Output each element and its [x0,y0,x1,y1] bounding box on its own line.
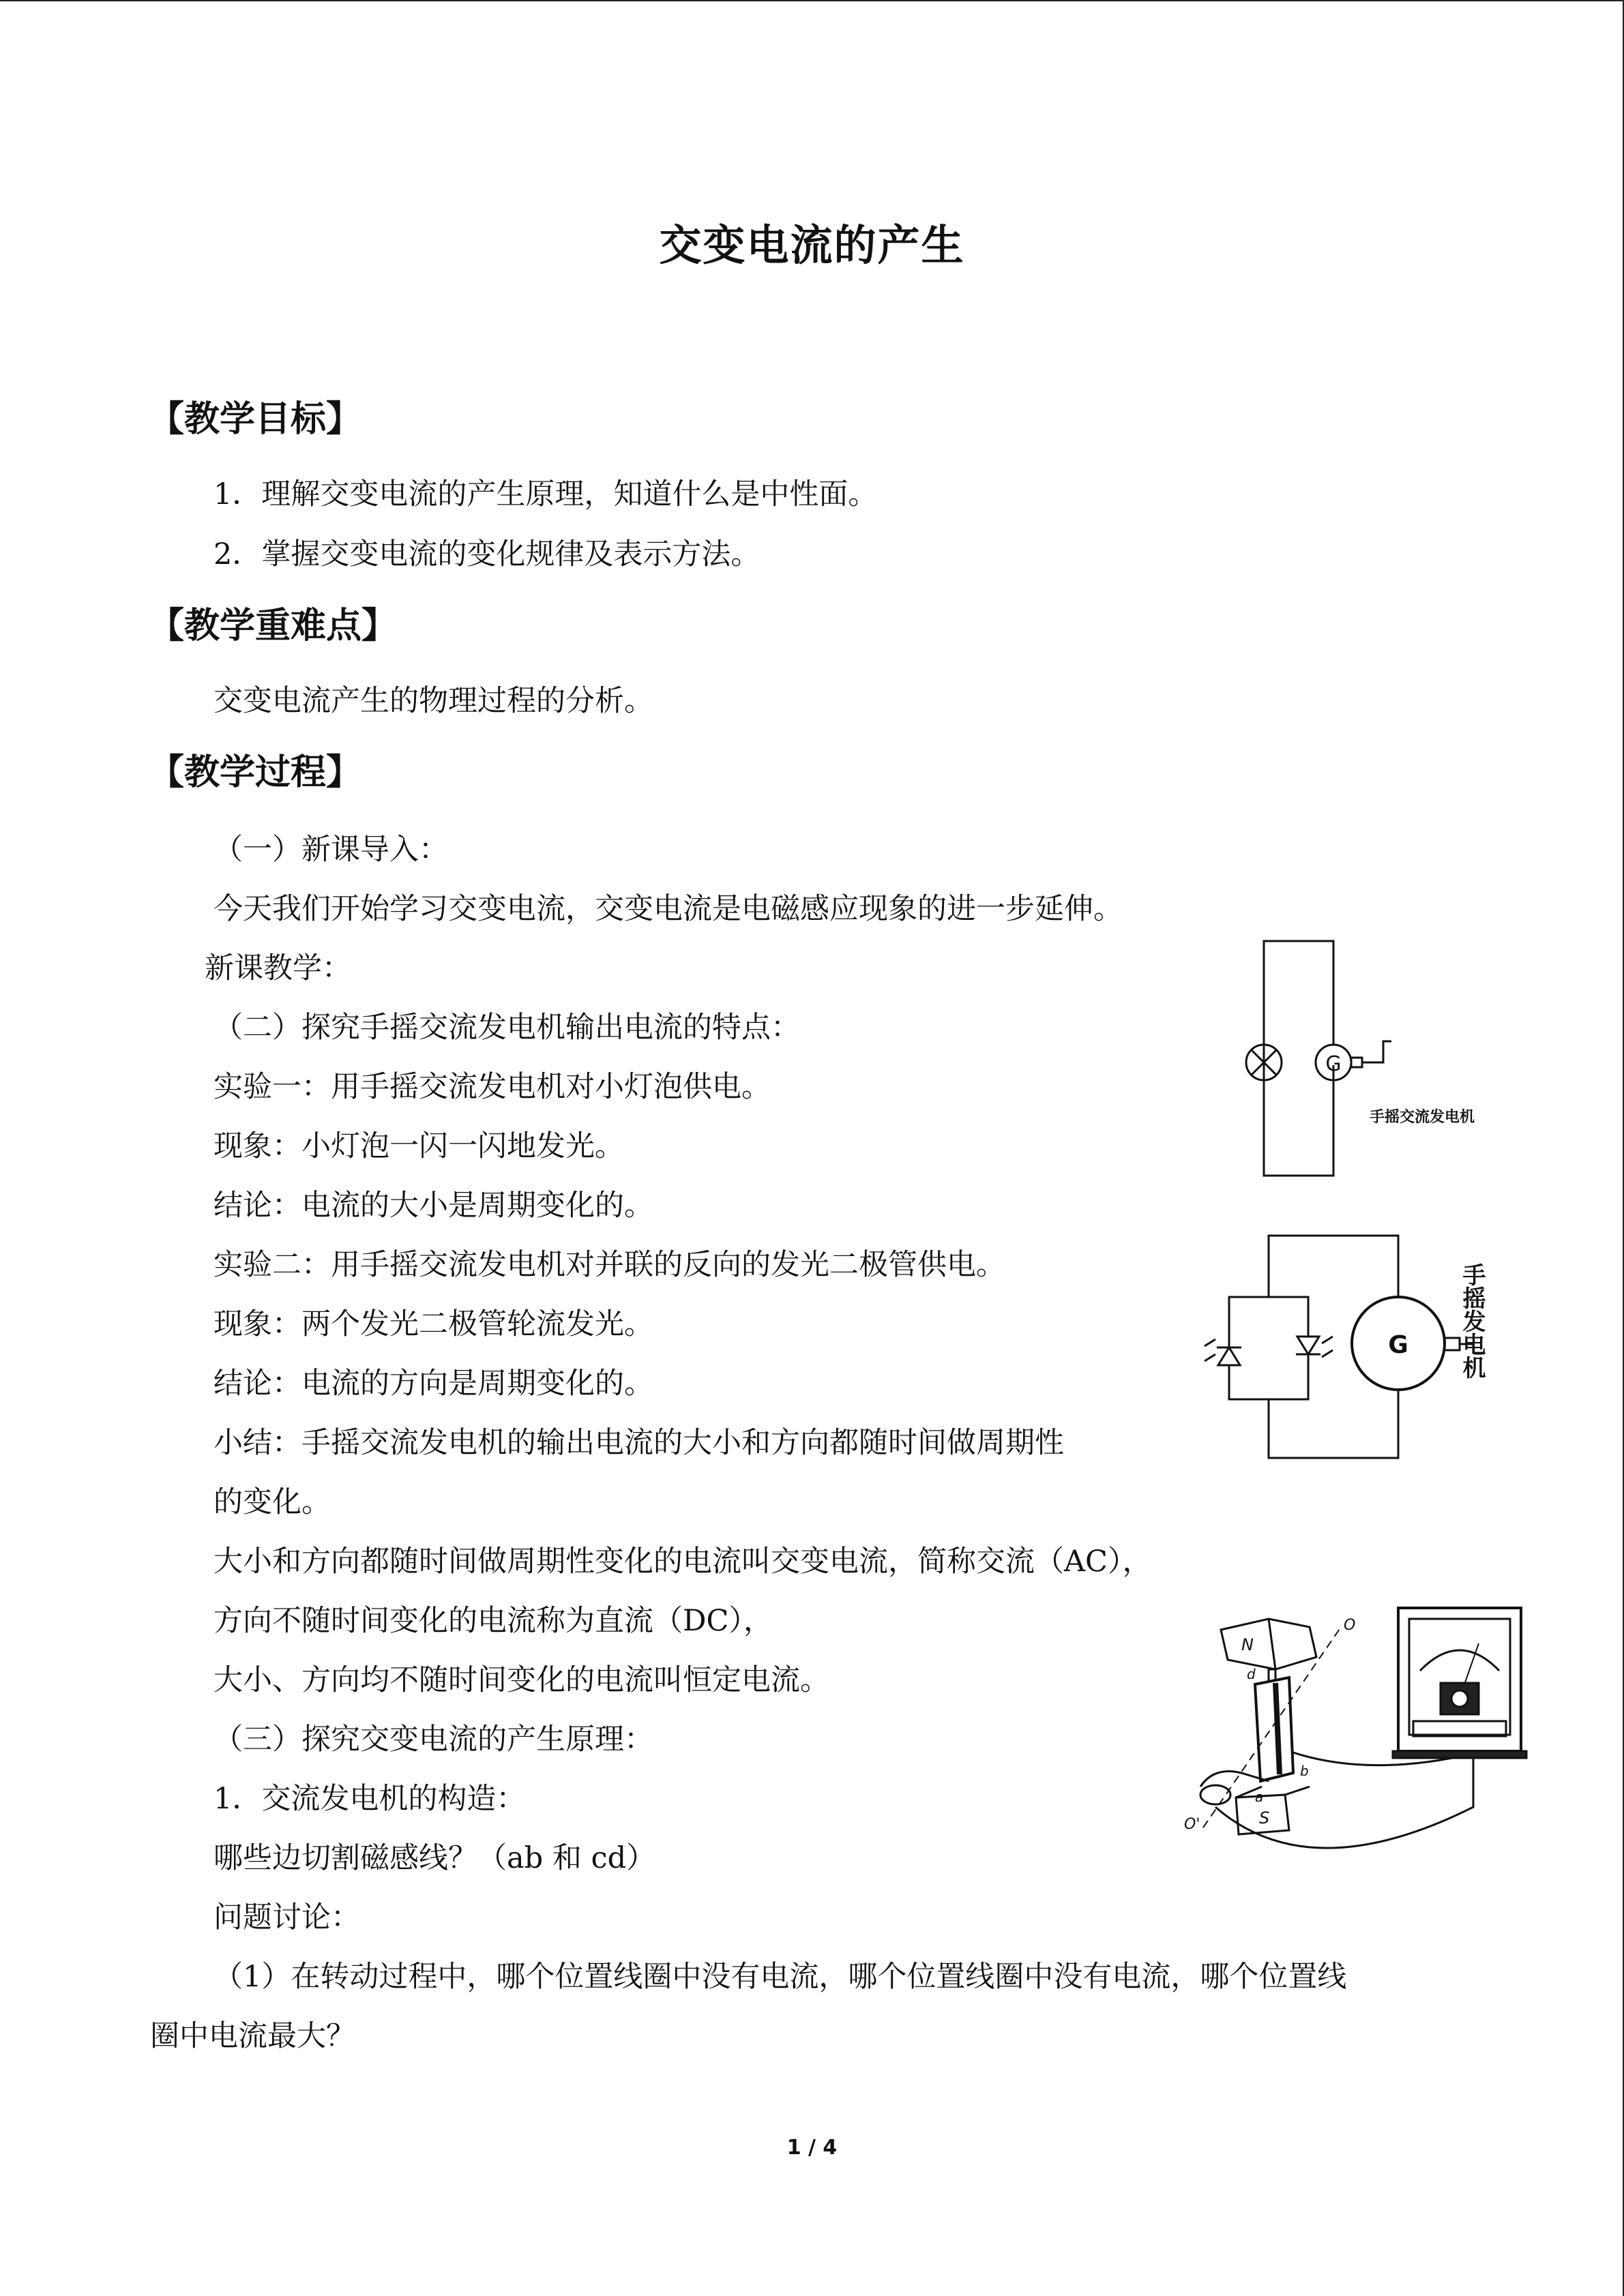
process-line: 结论：电流的方向是周期变化的。 [213,1367,653,1401]
magnet-south-icon [1236,1787,1310,1834]
process-line: 实验一：用手摇交流发电机对小灯泡供电。 [213,1070,771,1104]
process-line: 哪些边切割磁感线？（ab 和 cd） [213,1841,656,1875]
process-line: （二）探究手摇交流发电机输出电流的特点： [213,1011,800,1045]
process-line: （1）在转动过程中，哪个位置线圈中没有电流，哪个位置线圈中没有电流，哪个位置线 [213,1960,1347,1994]
objective-item: 1．理解交变电流的产生原理，知道什么是中性面。 [213,477,878,511]
circuit-wire [1269,1236,1398,1297]
process-line: 现象：两个发光二极管轮流发光。 [213,1307,653,1341]
process-line: 新课教学： [205,951,351,985]
objective-item: 2．掌握交变电流的变化规律及表示方法。 [213,537,761,571]
lamp-circuit-figure [1200,934,1501,1187]
process-line: 圈中电流最大？ [150,2019,355,2053]
process-line: 1．交流发电机的构造： [213,1782,526,1816]
led-icon [1296,1337,1333,1357]
axis-label: O' [1184,1816,1200,1833]
pole-label: S [1259,1808,1270,1828]
process-line: 今天我们开始学习交变电流，交变电流是电磁感应现象的进一步延伸。 [213,892,1123,926]
heading-objectives: 【教学目标】 [149,399,362,440]
process-line: 方向不随时间变化的电流称为直流（DC）， [213,1604,773,1638]
generator-crank-icon [1351,1058,1362,1067]
heading-key-points: 【教学重难点】 [149,606,398,646]
figure-caption: 手摇发电机 [1458,1263,1486,1379]
process-line: 现象：小灯泡一闪一闪地发光。 [213,1129,624,1163]
axis-label: O [1344,1617,1356,1634]
figure-caption: 手摇交流发电机 [1370,1109,1475,1126]
corner-label: a [1255,1789,1264,1805]
generator-symbol: G [1325,1052,1342,1076]
process-line: 大小和方向都随时间做周期性变化的电流叫交变电流，简称交流（AC）， [213,1545,1152,1579]
galvanometer-icon [1393,1608,1526,1758]
pole-label: N [1241,1635,1254,1654]
generator-crank-icon [1445,1338,1460,1350]
process-line: 小结：手摇交流发电机的输出电流的大小和方向都随时间做周期性 [213,1426,1064,1460]
circuit-wire [1264,941,1333,1030]
process-line: 大小、方向均不随时间变化的电流叫恒定电流。 [213,1663,829,1697]
led-circuit-figure [1187,1221,1514,1473]
process-line: 结论：电流的大小是周期变化的。 [213,1189,653,1223]
corner-label: d [1247,1666,1256,1682]
ac-generator-figure [1173,1602,1555,1855]
process-line: （三）探究交变电流的产生原理： [213,1723,653,1757]
generator-symbol: G [1388,1331,1408,1359]
process-line: （一）新课导入： [213,833,448,867]
page-number: 1 / 4 [786,2136,838,2160]
document-title: 交变电流的产生 [659,220,965,270]
circuit-wire [1264,1012,1333,1176]
slip-ring-icon [1200,1785,1230,1804]
process-line: 的变化。 [213,1485,331,1519]
led-icon [1205,1338,1241,1365]
process-line: 实验二：用手摇交流发电机对并联的反向的发光二极管供电。 [213,1248,1005,1282]
key-points-text: 交变电流产生的物理过程的分析。 [213,684,653,718]
corner-label: b [1300,1763,1309,1779]
heading-process: 【教学过程】 [149,752,362,793]
coil-icon [1255,1678,1293,1781]
process-line: 问题讨论： [213,1900,360,1935]
